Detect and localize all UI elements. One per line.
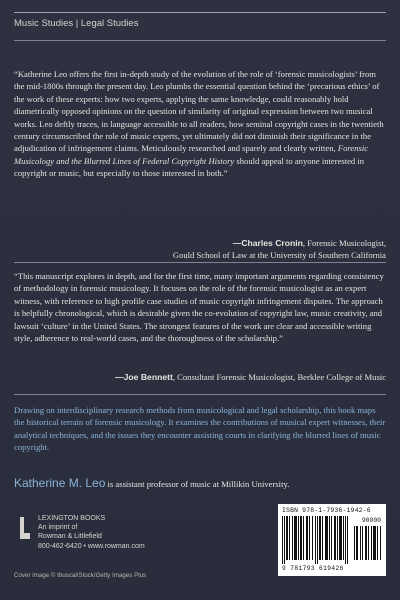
endorsement-bennett: [14, 270, 386, 344]
divider-top: [14, 40, 386, 41]
publisher-parent: Rowman & Littlefield: [38, 533, 102, 541]
attribution-cronin: [173, 237, 386, 262]
author-bio-text: is assistant professor of music at Millikin University.: [105, 479, 290, 489]
top-rule: [14, 12, 386, 13]
divider-middle: [14, 262, 386, 263]
attrib-name-cronin: —Charles Cronin: [232, 238, 303, 248]
ean-barcode-icon: [282, 516, 350, 564]
author-bio: [14, 476, 386, 490]
publisher-name: LEXINGTON BOOKS: [38, 515, 106, 522]
price-code: 90000: [361, 517, 381, 524]
category-label: Music Studies | Legal Studies: [14, 18, 139, 29]
publisher-info: [38, 514, 145, 551]
quote2-text: “This manuscript explores in depth, and for the first time, many important arguments regarding consistency of methodology in forensic musicology. It focuses on the role of the forensic musicologist as an expert witness, with reference to high profile case studies of music copyright infringement disputes. The approach is helpfully chronological, which is desirable given the co-evolution of copyright law, music creativity, and lawsuit ‘culture’ in the United States. The strongest features of the work are clear and accessible writing style, adherence to real-world cases, and the thoroughness of the scholarship.”: [14, 271, 384, 344]
barcode-panel: [278, 504, 386, 576]
divider-lower: [14, 394, 386, 395]
cover-credit: Cover image © Ibusca/iStock/Getty Images Plus: [14, 572, 147, 579]
quote-text-b: should appeal to anyone interested in copyright or music, but especially to those interested in both.”: [14, 155, 365, 179]
ean-digits: 9 781793 619426: [282, 565, 344, 572]
endorsement-cronin: [14, 68, 386, 180]
price-barcode-icon: [354, 526, 382, 560]
publisher-contact: 800-462-6420 • www.rowman.com: [38, 542, 145, 550]
isbn-label: ISBN 978-1-7936-1942-6: [282, 507, 371, 514]
attrib-role-cronin-2: Gould School of Law at the University of Southern California: [172, 250, 386, 261]
book-description: Drawing on interdisciplinary research methods from musicological and legal scholarship, this book maps the historical terrain of forensic musicology. It examines the contributions of musical expert witnesses, their analytical techniques, and the issues they encounter assisting courts in clarifying the blurred lines of music copyright.: [14, 405, 386, 453]
quote-book-title: Forensic Musicology and the Blurred Lines of Federal Copyright History: [14, 143, 369, 166]
attrib-role-cronin-1: , Forensic Musicologist,: [302, 238, 386, 248]
publisher-imprint: An imprint of: [38, 524, 78, 532]
attrib-role-bennett: , Consultant Forensic Musicologist, Berklee College of Music: [172, 372, 386, 382]
quote-text-a: “Katherine Leo offers the first in-depth study of the evolution of the role of ‘forensic musicologists’ from the mid-1800s through the present day. Leo plumbs the essential question behind the ‘precarious ethics’ of the work of these experts: how two experts, applying the same knowledge, could reasonably hold diametrically opposed opinions on the question of similarity of original expression between two musical works. Leo deftly traces, in language accessible to all readers, how seminal copyright cases in the twentieth century circumscribed the role of music experts, yet ultimately did not diminish their significance in the adjudication of infringement claims. Meticulously researched and sparely and clearly written,: [14, 69, 384, 154]
author-name: Katherine M. Leo: [14, 476, 106, 490]
lexington-logo-icon: [18, 517, 32, 539]
attribution-bennett: [115, 371, 386, 383]
attrib-name-bennett: —Joe Bennett: [115, 372, 173, 382]
